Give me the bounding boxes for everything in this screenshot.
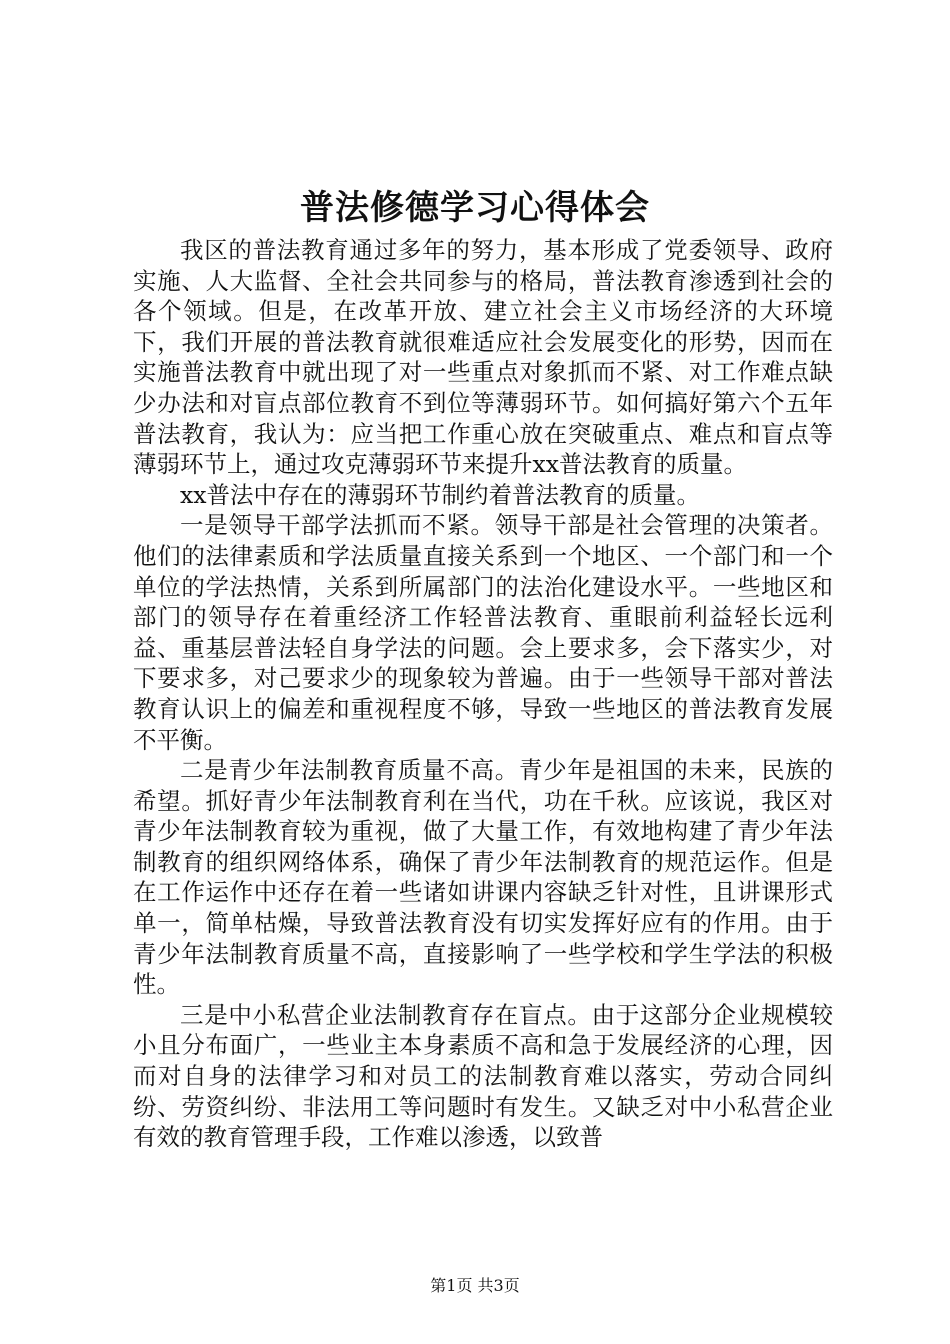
page-number-footer: 第1页 共3页	[430, 1276, 520, 1295]
paragraph-point-one: 一是领导干部学法抓而不紧。领导干部是社会管理的决策者。他们的法律素质和学法质量直接关系到一个地区、一个部门和一个单位的学法热情，关系到所属部门的法治化建设水平。一些地区和部门的领导存在着重经济工作轻普法教育、重眼前利益轻长远利益、重基层普法轻自身学法的问题。会上要求多，会下落实少，对下要求多，对己要求少的现象较为普遍。由于一些领导干部对普法教育认识上的偏差和重视程度不够，导致一些地区的普法教育发展不平衡。	[133, 511, 833, 754]
document-title: 普法修德学习心得体会	[300, 188, 650, 228]
document-body	[133, 235, 833, 1153]
paragraph-intro: 我区的普法教育通过多年的努力，基本形成了党委领导、政府实施、人大监督、全社会共同参与的格局，普法教育渗透到社会的各个领域。但是，在改革开放、建立社会主义市场经济的大环境下，我们开展的普法教育就很难适应社会发展变化的形势，因而在实施普法教育中就出现了对一些重点对象抓而不紧、对工作难点缺少办法和对盲点部位教育不到位等薄弱环节。如何搞好第六个五年普法教育，我认为：应当把工作重心放在突破重点、难点和盲点等薄弱环节上，通过攻克薄弱环节来提升xx普法教育的质量。	[133, 236, 833, 479]
paragraph-point-two: 二是青少年法制教育质量不高。青少年是祖国的未来，民族的希望。抓好青少年法制教育利在当代，功在千秋。应该说，我区对青少年法制教育较为重视，做了大量工作，有效地构建了青少年法制教育的组织网络体系，确保了青少年法制教育的规范运作。但是在工作运作中还存在着一些诸如讲课内容缺乏针对性，且讲课形式单一，简单枯燥，导致普法教育没有切实发挥好应有的作用。由于青少年法制教育质量不高，直接影响了一些学校和学生学法的积极性。	[133, 756, 833, 999]
paragraph-point-three: 三是中小私营企业法制教育存在盲点。由于这部分企业规模较小且分布面广，一些业主本身素质不高和急于发展经济的心理，因而对自身的法律学习和对员工的法制教育难以落实，劳动合同纠纷、劳资纠纷、非法用工等问题时有发生。又缺乏对中小私营企业有效的教育管理手段，工作难以渗透，以致普	[133, 1000, 833, 1152]
paragraph-weak-links: xx普法中存在的薄弱环节制约着普法教育的质量。	[180, 480, 701, 509]
